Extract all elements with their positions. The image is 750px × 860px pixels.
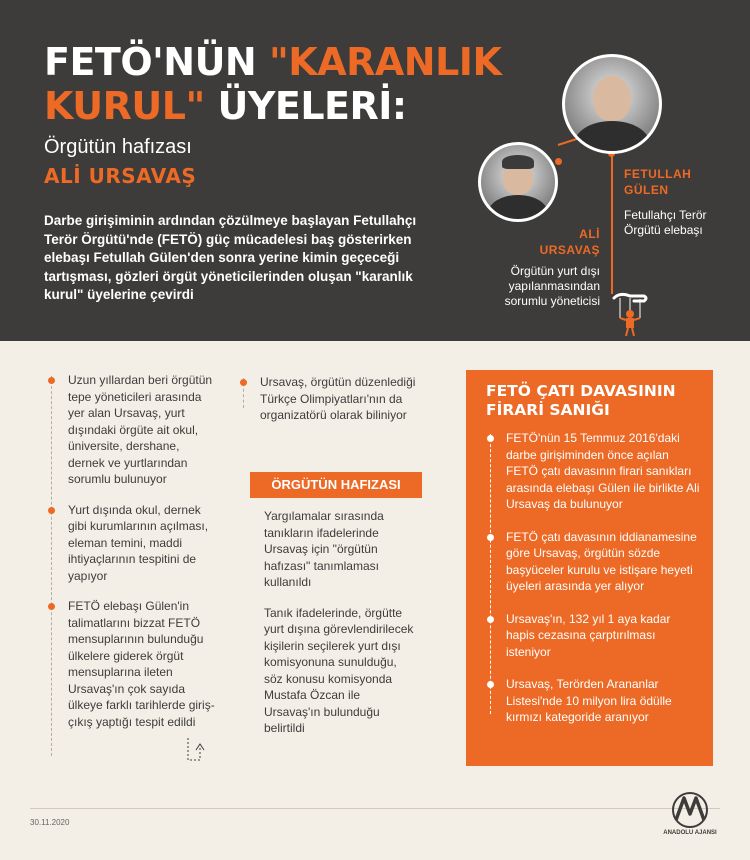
- ursavas-name: ALİ URSAVAŞ: [539, 227, 600, 257]
- subtitle: Örgütün hafızası: [44, 136, 192, 158]
- arrow-icon: [186, 738, 206, 768]
- list-item: Ursavaş'ın, 132 yıl 1 aya kadar hapis cezasına çarptırılması isteniyor: [506, 611, 701, 661]
- connector-dot: [555, 158, 562, 165]
- subject-name: ALİ URSAVAŞ: [44, 164, 197, 188]
- date-label: 30.11.2020: [30, 818, 70, 827]
- middle-column: [264, 508, 414, 751]
- puppet-hand-icon: [610, 292, 650, 338]
- agency-name: ANADOLU AJANSI: [663, 830, 717, 836]
- middle-top-item: Ursavaş, örgütün düzenlediği Türkçe Olimpiyatları'nın da organizatörü olarak biliniyor: [260, 374, 425, 424]
- paragraph: Yargılamalar sırasında tanıkların ifadelerinde Ursavaş için "örgütün hafızası" tanımlaması kullanıldı: [264, 509, 384, 589]
- gulen-description: Fetullahçı Terör Örgütü elebaşı: [624, 208, 707, 237]
- timeline-line: [51, 376, 52, 756]
- footer-divider: [30, 808, 720, 809]
- section-header: ÖRGÜTÜN HAFIZASI: [250, 472, 422, 498]
- gulen-portrait: [562, 54, 662, 154]
- page-title: FETÖ'NÜN "KARANLIK KURUL" ÜYELERİ:: [44, 40, 502, 128]
- list-item: FETÖ çatı davasının iddianamesine göre Ursavaş, örgütün sözde başyüceler kurulu ve istişare heyeti üyeleri arasında yer alıyor: [506, 529, 701, 595]
- connector-line: [611, 154, 613, 294]
- panel-list: [506, 430, 701, 742]
- list-item: FETÖ'nün 15 Temmuz 2016'daki darbe girişiminden önce açılan FETÖ çatı davasının firari sanıkları arasında elebaşı Gülen ile birlikte Ali Ursavaş da bulunuyor: [506, 431, 700, 511]
- gulen-name: FETULLAH GÜLEN: [624, 167, 692, 197]
- list-item: FETÖ elebaşı Gülen'in talimatlarını bizzat FETÖ mensuplarının bulunduğu ülkelere giderek örgüt mensuplarına ileten Ursavaş'ın çok sayıda ülkeye farklı tarihlerde giriş-çıkış yaptığı tespit edildi: [68, 598, 218, 730]
- intro-text: Darbe girişiminin ardından çözülmeye başlayan Fetullahçı Terör Örgütü'nde (FETÖ) güç mücadelesi baş gösterirken elebaşı Fetullah Gülen'den sonra yerine kimin geçeceği tartışması, gözleri örgüt yöneticilerinden oluşan "karanlık kurul" üyelerine çevirdi: [44, 213, 417, 302]
- ursavas-portrait: [478, 142, 558, 222]
- ursavas-description: Örgütün yurt dışı yapılanmasından sorumlu yöneticisi: [504, 264, 600, 308]
- list-item: Uzun yıllardan beri örgütün tepe yöneticileri arasında yer alan Ursavaş, yurt dışındaki örgüte ait okul, üniversite, dershane, dernek ve yurtlarından sorumlu bulunuyor: [68, 372, 218, 488]
- paragraph: Tanık ifadelerinde, örgütte yurt dışına görevlendirilecek kişilerin seçilerek yurt dışı komisyonuna sunulduğu, söz konusu komisyonda Mustafa Özcan ile Ursavaş'ın bulunduğu belirtildi: [264, 605, 414, 735]
- list-item: Ursavaş, Terörden Arananlar Listesi'nde 10 milyon lira ödülle kırmızı kategoride aranıyor: [506, 676, 701, 726]
- list-item: Yurt dışında okul, dernek gibi kurumlarının açılması, eleman temini, maddi ihtiyaçlarının tespitini de yapıyor: [68, 502, 218, 585]
- left-column: [68, 372, 218, 744]
- timeline-line: [490, 434, 491, 714]
- panel-title: FETÖ ÇATI DAVASININ FİRARİ SANIĞI: [486, 382, 676, 419]
